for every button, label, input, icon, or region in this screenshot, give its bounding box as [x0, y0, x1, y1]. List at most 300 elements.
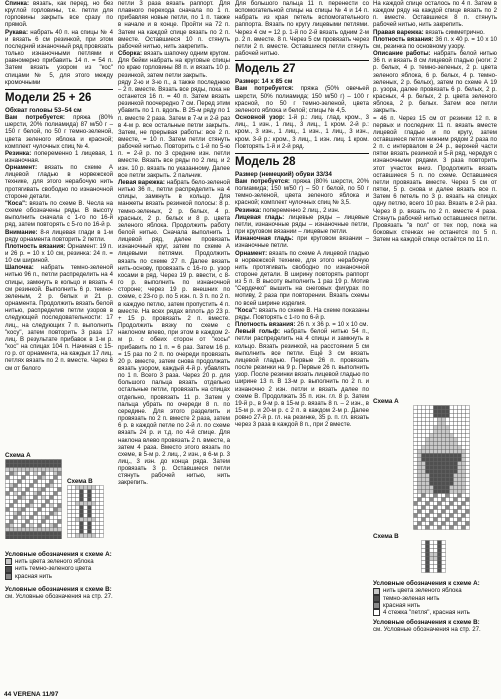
grid-cell	[434, 553, 438, 557]
legend-b-text: см. Условные обозначения на стр. 27.	[5, 592, 113, 600]
grid-cell	[88, 510, 92, 514]
grid-cell	[54, 500, 58, 504]
grid-cell	[100, 502, 104, 506]
grid-cell	[458, 482, 462, 486]
grid-cell	[34, 516, 38, 520]
grid-cell	[38, 480, 42, 484]
grid-cell	[10, 464, 14, 468]
legend-item: нить темно-зеленого цвета	[5, 565, 113, 572]
grid-cell	[462, 450, 466, 454]
grid-cell	[454, 494, 458, 498]
grid-cell	[68, 518, 72, 522]
legend-b-title: Условные обозначения к схеме В:	[373, 619, 480, 627]
grid-cell	[18, 480, 22, 484]
grid-cell	[54, 496, 58, 500]
grid-cell	[80, 514, 84, 518]
grid-cell	[58, 472, 62, 476]
grid-cell	[426, 514, 430, 518]
grid-cell	[442, 510, 446, 514]
grid-cell	[50, 532, 54, 536]
grid-cell	[30, 520, 34, 524]
grid-cell	[38, 460, 42, 464]
grid-cell	[100, 534, 104, 538]
grid-cell	[26, 492, 30, 496]
legend-item: темно-зеленая нить	[373, 595, 497, 602]
grid-cell	[92, 506, 96, 510]
grid-cell	[46, 520, 50, 524]
grid-cell	[446, 526, 450, 530]
grid-cell	[426, 446, 430, 450]
grid-cell	[434, 474, 438, 478]
grid-cell	[50, 520, 54, 524]
legend-b-title: Условные обозначения к схеме В:	[5, 585, 112, 593]
grid-cell	[414, 494, 418, 498]
grid-cell	[422, 514, 426, 518]
grid-cell	[462, 414, 466, 418]
grid-cell	[14, 536, 18, 540]
grid-cell	[50, 468, 54, 472]
grid-cell	[454, 518, 458, 522]
grid-cell	[18, 516, 22, 520]
col1-top-paras	[5, 0, 113, 86]
page-footer: 44 VERENA 11/97	[4, 691, 59, 698]
charts-area-4	[373, 398, 497, 633]
grid-cell	[418, 498, 422, 502]
grid-cell	[18, 468, 22, 472]
grid-cell	[438, 434, 442, 438]
legend-item: нить цвета зеленого яблока	[5, 558, 113, 565]
grid-cell	[450, 494, 454, 498]
grid-cell	[438, 557, 442, 561]
grid-cell	[462, 458, 466, 462]
grid-cell	[10, 536, 14, 540]
grid-cell	[22, 484, 26, 488]
grid-cell	[414, 458, 418, 462]
grid-cell	[418, 410, 422, 414]
grid-cell	[458, 510, 462, 514]
charts-area-1	[5, 452, 113, 600]
grid-cell	[438, 442, 442, 446]
grid-cell	[462, 514, 466, 518]
grid-cell	[446, 446, 450, 450]
grid-cell	[446, 414, 450, 418]
grid-cell	[34, 508, 38, 512]
grid-cell	[458, 422, 462, 426]
grid-cell	[450, 478, 454, 482]
grid-cell	[68, 498, 72, 502]
legend-item: красная нить	[5, 573, 113, 580]
grid-cell	[466, 422, 470, 426]
grid-cell	[18, 528, 22, 532]
grid-cell	[414, 454, 418, 458]
grid-cell	[426, 490, 430, 494]
grid-cell	[14, 460, 18, 464]
grid-cell	[446, 482, 450, 486]
grid-cell	[34, 464, 38, 468]
grid-cell	[418, 446, 422, 450]
grid-cell	[88, 490, 92, 494]
grid-cell	[422, 541, 426, 545]
grid-cell	[434, 426, 438, 430]
grid-cell	[50, 476, 54, 480]
grid-cell	[434, 518, 438, 522]
grid-cell	[458, 450, 462, 454]
grid-cell	[68, 514, 72, 518]
grid-cell	[438, 486, 442, 490]
grid-cell	[442, 494, 446, 498]
grid-cell	[438, 426, 442, 430]
grid-cell	[92, 510, 96, 514]
grid-cell	[34, 468, 38, 472]
grid-cell	[68, 494, 72, 498]
grid-cell	[438, 454, 442, 458]
grid-cell	[18, 504, 22, 508]
grid-cell	[92, 534, 96, 538]
grid-cell	[454, 418, 458, 422]
grid-cell	[6, 516, 10, 520]
grid-cell	[46, 512, 50, 516]
grid-cell	[418, 510, 422, 514]
grid-cell	[84, 534, 88, 538]
grid-cell	[438, 502, 442, 506]
grid-cell	[438, 569, 442, 573]
grid-cell	[434, 462, 438, 466]
grid-cell	[46, 532, 50, 536]
grid-cell	[38, 508, 42, 512]
grid-cell	[30, 524, 34, 528]
grid-cell	[6, 508, 10, 512]
grid-cell	[30, 528, 34, 532]
grid-cell	[414, 490, 418, 494]
grid-cell	[18, 524, 22, 528]
paragraph: Рукава: набрать 40 п. на спицы № 4 и вязать 6 см резинкой, при этом последний изнаночный ряд провязать только изнаночными петлями и равномерно прибавить 14 п. = 54 п. Затем вязать узором из "кос" спицами № 5, для этого между кромочными	[5, 28, 113, 86]
grid-cell	[442, 470, 446, 474]
grid-cell	[450, 414, 454, 418]
grid-cell	[442, 490, 446, 494]
grid-cell	[462, 422, 466, 426]
grid-cell	[434, 434, 438, 438]
grid-cell	[38, 492, 42, 496]
grid-cell	[38, 512, 42, 516]
grid-cell	[446, 442, 450, 446]
grid-cell	[430, 454, 434, 458]
grid-cell	[418, 414, 422, 418]
grid-cell	[6, 512, 10, 516]
grid-cell	[434, 458, 438, 462]
grid-cell	[430, 482, 434, 486]
grid-cell	[414, 430, 418, 434]
grid-cell	[422, 466, 426, 470]
grid-cell	[84, 494, 88, 498]
grid-cell	[6, 472, 10, 476]
grid-cell	[72, 498, 76, 502]
grid-cell	[422, 498, 426, 502]
grid-cell	[10, 528, 14, 532]
size-line: Размер: 14 x 85 см	[235, 78, 293, 86]
grid-cell	[72, 530, 76, 534]
grid-cell	[418, 422, 422, 426]
grid-cell	[80, 490, 84, 494]
grid-cell	[46, 472, 50, 476]
grid-cell	[38, 500, 42, 504]
grid-cell	[414, 510, 418, 514]
grid-cell	[418, 458, 422, 462]
grid-cell	[430, 450, 434, 454]
grid-cell	[466, 514, 470, 518]
grid-cell	[458, 438, 462, 442]
grid-cell	[458, 498, 462, 502]
grid-cell	[450, 510, 454, 514]
grid-cell	[50, 508, 54, 512]
grid-cell	[42, 524, 46, 528]
grid-cell	[446, 486, 450, 490]
grid-cell	[438, 498, 442, 502]
grid-cell	[22, 508, 26, 512]
grid-cell	[38, 476, 42, 480]
grid-cell	[96, 486, 100, 490]
grid-cell	[462, 522, 466, 526]
grid-cell	[458, 470, 462, 474]
grid-cell	[466, 418, 470, 422]
legend-b-text: см. Условные обозначения на стр. 27.	[373, 626, 481, 634]
grid-cell	[450, 486, 454, 490]
grid-cell	[414, 462, 418, 466]
grid-cell	[438, 474, 442, 478]
grid-cell	[430, 406, 434, 410]
grid-cell	[414, 418, 418, 422]
grid-cell	[18, 488, 22, 492]
grid-cell	[26, 472, 30, 476]
grid-cell	[6, 480, 10, 484]
grid-cell	[426, 462, 430, 466]
grid-cell	[80, 534, 84, 538]
grid-cell	[454, 474, 458, 478]
grid-cell	[442, 522, 446, 526]
grid-cell	[450, 474, 454, 478]
grid-cell	[46, 496, 50, 500]
grid-cell	[430, 557, 434, 561]
grid-cell	[426, 478, 430, 482]
grid-cell	[430, 414, 434, 418]
grid-cell	[58, 528, 62, 532]
grid-cell	[422, 442, 426, 446]
grid-cell	[58, 484, 62, 488]
grid-cell	[442, 478, 446, 482]
grid-cell	[6, 524, 10, 528]
grid-cell	[46, 536, 50, 540]
section-heading: Модель 27	[235, 60, 369, 76]
grid-cell	[434, 514, 438, 518]
grid-cell	[80, 486, 84, 490]
grid-cell	[38, 504, 42, 508]
grid-cell	[26, 504, 30, 508]
grid-cell	[430, 526, 434, 530]
grid-cell	[72, 506, 76, 510]
grid-cell	[466, 450, 470, 454]
grid-cell	[72, 510, 76, 514]
grid-cell	[450, 450, 454, 454]
grid-cell	[100, 518, 104, 522]
grid-cell	[10, 508, 14, 512]
grid-cell	[22, 516, 26, 520]
grid-cell	[438, 518, 442, 522]
grid-cell	[34, 480, 38, 484]
grid-cell	[96, 526, 100, 530]
grid-cell	[426, 438, 430, 442]
grid-cell	[22, 528, 26, 532]
grid-cell	[80, 522, 84, 526]
grid-cell	[6, 532, 10, 536]
grid-cell	[442, 557, 446, 561]
grid-cell	[58, 504, 62, 508]
grid-cell	[10, 480, 14, 484]
grid-cell	[10, 484, 14, 488]
grid-cell	[458, 506, 462, 510]
grid-cell	[422, 569, 426, 573]
grid-cell	[434, 450, 438, 454]
grid-cell	[84, 526, 88, 530]
grid-cell	[46, 484, 50, 488]
grid-cell	[10, 516, 14, 520]
grid-cell	[38, 484, 42, 488]
grid-cell	[54, 536, 58, 540]
grid-cell	[100, 506, 104, 510]
grid-cell	[80, 526, 84, 530]
grid-cell	[50, 480, 54, 484]
grid-cell	[54, 508, 58, 512]
grid-cell	[42, 500, 46, 504]
swatch-icon	[373, 609, 380, 616]
grid-cell	[442, 514, 446, 518]
grid-cell	[446, 518, 450, 522]
grid-cell	[442, 561, 446, 565]
grid-cell	[54, 516, 58, 520]
grid-cell	[430, 506, 434, 510]
grid-cell	[30, 464, 34, 468]
grid-cell	[430, 569, 434, 573]
grid-cell	[22, 532, 26, 536]
grid-cell	[6, 528, 10, 532]
grid-cell	[422, 518, 426, 522]
grid-cell	[96, 490, 100, 494]
grid-cell	[80, 506, 84, 510]
grid-cell	[88, 506, 92, 510]
grid-cell	[450, 498, 454, 502]
grid-cell	[466, 462, 470, 466]
grid-cell	[458, 406, 462, 410]
grid-cell	[450, 442, 454, 446]
grid-cell	[84, 502, 88, 506]
grid-cell	[446, 406, 450, 410]
grid-cell	[454, 434, 458, 438]
grid-cell	[434, 486, 438, 490]
grid-cell	[442, 518, 446, 522]
grid-cell	[434, 418, 438, 422]
grid-cell	[466, 458, 470, 462]
grid-cell	[96, 502, 100, 506]
schema-a-label: Схема А	[5, 452, 31, 459]
grid-cell	[434, 510, 438, 514]
grid-cell	[434, 557, 438, 561]
grid-cell	[438, 541, 442, 545]
grid-cell	[454, 490, 458, 494]
grid-cell	[96, 510, 100, 514]
grid-cell	[42, 472, 46, 476]
grid-cell	[458, 430, 462, 434]
grid-cell	[42, 536, 46, 540]
grid-cell	[462, 482, 466, 486]
grid-cell	[54, 472, 58, 476]
grid-cell	[46, 504, 50, 508]
grid-cell	[426, 442, 430, 446]
grid-cell	[422, 506, 426, 510]
grid-cell	[438, 561, 442, 565]
grid-cell	[42, 532, 46, 536]
grid-cell	[434, 470, 438, 474]
grid-cell	[14, 476, 18, 480]
swatch-icon	[5, 558, 12, 565]
grid-cell	[58, 480, 62, 484]
grid-cell	[58, 524, 62, 528]
grid-cell	[22, 476, 26, 480]
grid-cell	[442, 450, 446, 454]
grid-cell	[438, 438, 442, 442]
grid-cell	[414, 486, 418, 490]
grid-cell	[434, 482, 438, 486]
grid-cell	[10, 460, 14, 464]
grid-cell	[54, 480, 58, 484]
grid-cell	[72, 522, 76, 526]
grid-cell	[34, 484, 38, 488]
grid-cell	[462, 438, 466, 442]
grid-cell	[422, 486, 426, 490]
grid-cell	[6, 476, 10, 480]
grid-cell	[462, 442, 466, 446]
grid-cell	[422, 549, 426, 553]
grid-cell	[72, 514, 76, 518]
grid-cell	[6, 484, 10, 488]
grid-cell	[450, 518, 454, 522]
grid-cell	[38, 516, 42, 520]
grid-cell	[414, 502, 418, 506]
grid-cell	[50, 516, 54, 520]
grid-cell	[454, 426, 458, 430]
grid-cell	[442, 569, 446, 573]
grid-cell	[22, 492, 26, 496]
grid-cell	[68, 526, 72, 530]
grid-cell	[426, 414, 430, 418]
grid-cell	[418, 418, 422, 422]
grid-cell	[54, 520, 58, 524]
grid-cell	[466, 498, 470, 502]
grid-cell	[434, 494, 438, 498]
grid-cell	[430, 514, 434, 518]
grid-cell	[14, 472, 18, 476]
legend-a-title: Условные обозначения к схеме А:	[5, 551, 112, 559]
grid-cell	[450, 482, 454, 486]
grid-cell	[446, 450, 450, 454]
grid-cell	[438, 470, 442, 474]
grid-cell	[14, 508, 18, 512]
paragraph: Спинка: вязать, как перед, но без круглой горловины, т.е. петли для горловины закрыть все сразу по прямой.	[5, 0, 113, 29]
grid-cell	[422, 565, 426, 569]
grid-cell	[92, 498, 96, 502]
grid-cell	[58, 508, 62, 512]
grid-cell	[434, 478, 438, 482]
grid-cell	[30, 512, 34, 516]
grid-cell	[80, 510, 84, 514]
grid-cell	[422, 526, 426, 530]
